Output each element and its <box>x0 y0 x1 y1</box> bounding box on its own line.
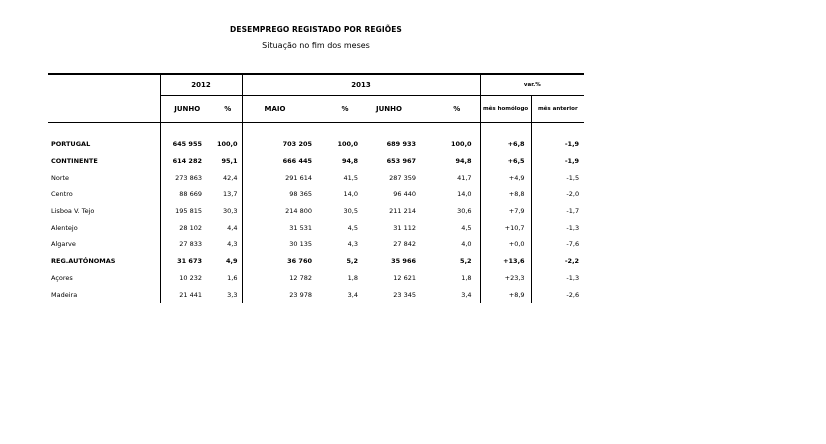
header-year-2013: 2013 <box>242 74 480 96</box>
cell-junho-2012: 645 955 <box>160 136 214 153</box>
cell-var-anterior: -2,2 <box>531 253 584 270</box>
table-row <box>48 203 584 220</box>
cell-maio-2013: 36 760 <box>242 253 318 270</box>
cell-pct-maio: 4,5 <box>347 223 359 232</box>
cell-var-homologo: +4,9 <box>480 169 531 186</box>
cell-maio-2013: 214 800 <box>242 203 318 220</box>
table-row <box>48 186 584 203</box>
cell-region: Lisboa V. Tejo <box>51 207 95 216</box>
cell-junho-2013: 12 621 <box>393 273 417 282</box>
cell-pct-maio: 94,8 <box>341 157 359 166</box>
cell-pct-2012: 100,0 <box>216 140 238 149</box>
cell-pct-junho: 94,8 <box>455 157 472 166</box>
cell-pct-junho: 4,0 <box>461 240 472 249</box>
col-pct-junho: % <box>418 96 480 123</box>
header-row-columns <box>48 96 584 123</box>
cell-pct-junho: 100,0 <box>451 140 472 149</box>
cell-maio-2013: 30 135 <box>242 236 318 253</box>
cell-pct-junho: 41,7 <box>457 173 472 182</box>
cell-junho-2013: 31 112 <box>393 223 417 232</box>
table-body <box>48 74 584 303</box>
cell-junho-2013: 35 966 <box>391 257 417 266</box>
header-blank-2 <box>48 96 160 123</box>
col-mes-anterior: mês anterior <box>531 96 584 123</box>
cell-var-anterior: -7,6 <box>531 236 584 253</box>
cell-var-homologo: +23,3 <box>480 270 531 287</box>
table-row <box>48 270 584 287</box>
col-junho-2013: JUNHO <box>372 96 418 123</box>
cell-var-anterior: -1,3 <box>531 219 584 236</box>
col-junho-2012: JUNHO <box>160 96 214 123</box>
spacer-row <box>48 123 584 137</box>
cell-var-anterior: -1,9 <box>531 153 584 170</box>
cell-region: PORTUGAL <box>51 140 91 149</box>
cell-pct-2012: 42,4 <box>223 173 238 182</box>
report-title: DESEMPREGO REGISTADO POR REGIÕES <box>230 25 402 34</box>
cell-junho-2012: 31 673 <box>160 253 214 270</box>
cell-region: Açores <box>51 273 73 282</box>
cell-var-homologo: +7,9 <box>480 203 531 220</box>
cell-junho-2013: 653 967 <box>386 157 417 166</box>
col-maio-2013: MAIO <box>242 96 318 123</box>
cell-maio-2013: 12 782 <box>242 270 318 287</box>
cell-region: Algarve <box>51 240 76 249</box>
cell-maio-2013: 98 365 <box>242 186 318 203</box>
cell-junho-2012: 21 441 <box>160 286 214 303</box>
col-mes-homologo: mês homólogo <box>480 96 531 123</box>
cell-pct-junho: 3,4 <box>461 290 472 299</box>
cell-region: REG.AUTÓNOMAS <box>51 257 116 266</box>
cell-pct-junho: 4,5 <box>461 223 472 232</box>
cell-pct-junho: 30,6 <box>457 207 472 216</box>
cell-maio-2013: 23 978 <box>242 286 318 303</box>
cell-pct-maio: 14,0 <box>343 190 359 199</box>
table-row <box>48 169 584 186</box>
cell-region: Madeira <box>51 290 78 299</box>
cell-pct-2012: 13,7 <box>223 190 238 199</box>
cell-var-homologo: +8,9 <box>480 286 531 303</box>
cell-junho-2013: 287 359 <box>389 173 417 182</box>
cell-junho-2012: 10 232 <box>160 270 214 287</box>
cell-var-homologo: +13,6 <box>480 253 531 270</box>
cell-var-homologo: +6,8 <box>480 136 531 153</box>
table-row <box>48 153 584 170</box>
cell-pct-maio: 5,2 <box>346 257 359 266</box>
cell-pct-junho: 5,2 <box>460 257 472 266</box>
cell-maio-2013: 31 531 <box>242 219 318 236</box>
cell-junho-2012: 273 863 <box>160 169 214 186</box>
cell-region: CONTINENTE <box>51 157 98 166</box>
cell-junho-2012: 88 669 <box>160 186 214 203</box>
cell-junho-2013: 689 933 <box>386 140 417 149</box>
cell-junho-2013: 96 440 <box>393 190 417 199</box>
cell-pct-maio: 100,0 <box>337 140 359 149</box>
cell-region: Alentejo <box>51 223 78 232</box>
col-pct-maio: % <box>318 96 372 123</box>
cell-var-homologo: +8,8 <box>480 186 531 203</box>
cell-var-anterior: -1,5 <box>531 169 584 186</box>
cell-pct-2012: 4,3 <box>227 240 238 249</box>
table-row <box>48 136 584 153</box>
cell-pct-maio: 30,5 <box>343 207 359 216</box>
cell-pct-2012: 30,3 <box>223 207 238 216</box>
cell-pct-junho: 14,0 <box>457 190 472 199</box>
table-row <box>48 253 584 270</box>
cell-pct-maio: 4,3 <box>347 240 359 249</box>
cell-var-homologo: +10,7 <box>480 219 531 236</box>
cell-pct-maio: 41,5 <box>343 173 359 182</box>
header-row-years <box>48 74 584 96</box>
header-year-2012: 2012 <box>160 74 242 96</box>
cell-pct-2012: 4,4 <box>227 223 238 232</box>
cell-var-anterior: -1,7 <box>531 203 584 220</box>
table-row <box>48 219 584 236</box>
cell-pct-2012: 1,6 <box>227 273 238 282</box>
cell-junho-2013: 23 345 <box>393 290 417 299</box>
cell-junho-2013: 211 214 <box>389 207 417 216</box>
cell-junho-2012: 27 833 <box>160 236 214 253</box>
cell-pct-2012: 95,1 <box>221 157 238 166</box>
report-subtitle: Situação no fim dos meses <box>262 41 370 50</box>
cell-var-homologo: +0,0 <box>480 236 531 253</box>
header-var: var.% <box>480 74 584 96</box>
cell-var-homologo: +6,5 <box>480 153 531 170</box>
header-blank <box>48 74 160 96</box>
cell-region: Norte <box>51 173 70 182</box>
cell-maio-2013: 291 614 <box>242 169 318 186</box>
cell-pct-maio: 3,4 <box>347 290 359 299</box>
cell-var-anterior: -2,6 <box>531 286 584 303</box>
cell-junho-2012: 195 815 <box>160 203 214 220</box>
cell-var-anterior: -2,0 <box>531 186 584 203</box>
cell-pct-2012: 4,9 <box>226 257 238 266</box>
cell-junho-2013: 27 842 <box>393 240 417 249</box>
cell-var-anterior: -1,3 <box>531 270 584 287</box>
unemployment-table <box>48 73 584 303</box>
table-row <box>48 286 584 303</box>
cell-pct-2012: 3,3 <box>227 290 238 299</box>
col-pct-2012: % <box>214 96 242 123</box>
cell-var-anterior: -1,9 <box>531 136 584 153</box>
cell-pct-junho: 1,8 <box>461 273 472 282</box>
cell-region: Centro <box>51 190 73 199</box>
cell-maio-2013: 703 205 <box>242 136 318 153</box>
table-row <box>48 236 584 253</box>
cell-junho-2012: 28 102 <box>160 219 214 236</box>
cell-maio-2013: 666 445 <box>242 153 318 170</box>
cell-junho-2012: 614 282 <box>160 153 214 170</box>
cell-pct-maio: 1,8 <box>347 273 359 282</box>
